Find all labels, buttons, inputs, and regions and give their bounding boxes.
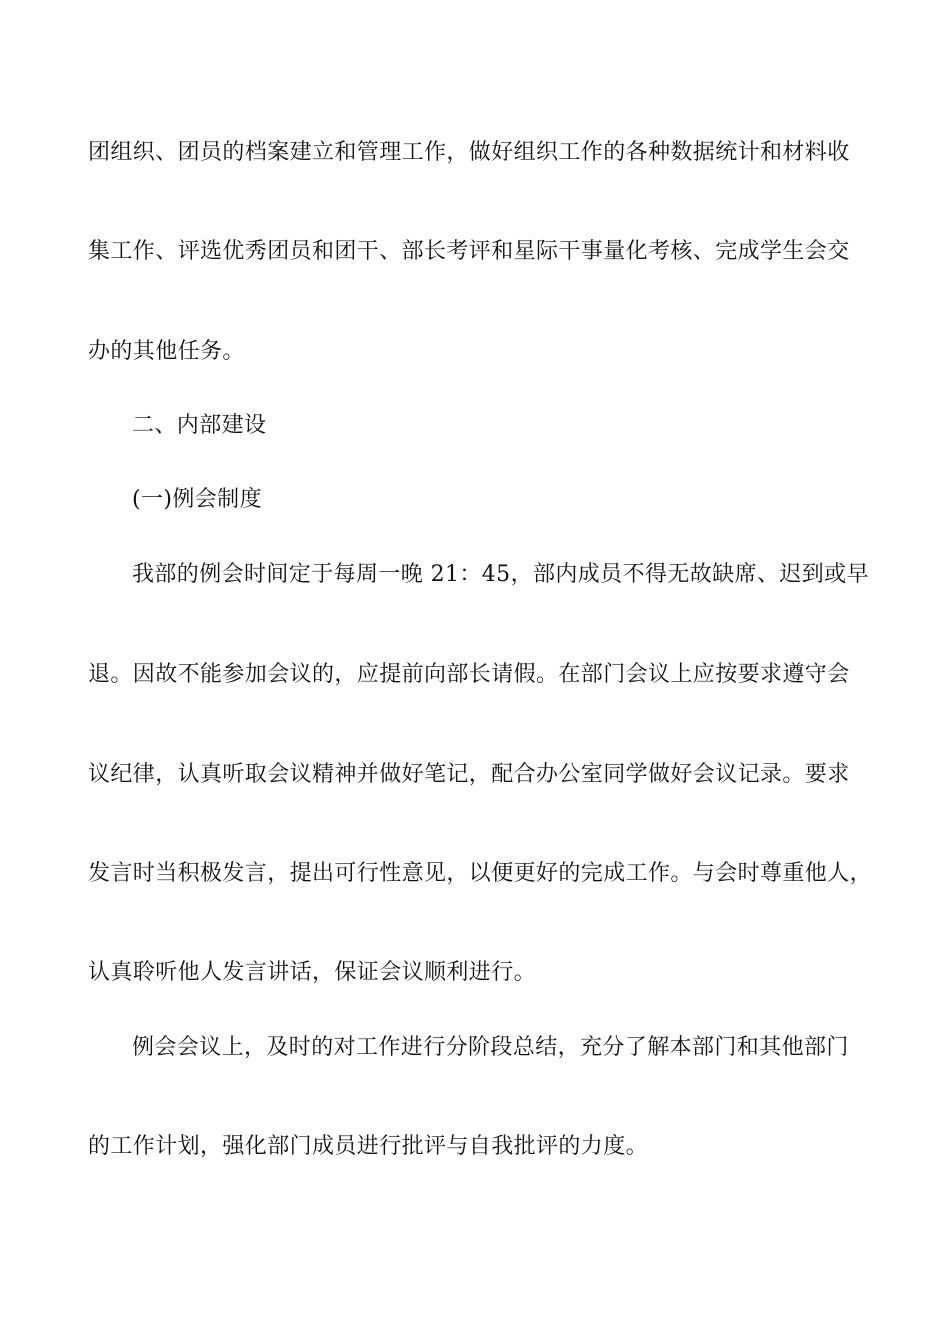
text-line: 发言时当积极发言，提出可行性意见，以便更好的完成工作。与会时尊重他人，: [88, 861, 873, 886]
text-line: 团组织、团员的档案建立和管理工作，做好组织工作的各种数据统计和材料收: [88, 140, 850, 165]
text-line: 集工作、评选优秀团员和团干、部长考评和星际干事量化考核、完成学生会交: [88, 239, 850, 264]
text-line: 议纪律，认真听取会议精神并做好笔记，配合办公室同学做好会议记录。要求: [88, 762, 850, 787]
text-line: 认真聆听他人发言讲话，保证会议顺利进行。: [88, 960, 537, 985]
text-line: 我部的例会时间定于每周一晚 21：45，部内成员不得无故缺席、迟到或早: [132, 562, 869, 587]
section-heading: 二、内部建设: [132, 413, 267, 438]
text-line: 退。因故不能参加会议的，应提前向部长请假。在部门会议上应按要求遵守会: [88, 662, 850, 687]
text-line: 办的其他任务。: [88, 339, 245, 364]
text-line: 的工作计划，强化部门成员进行批评与自我批评的力度。: [88, 1134, 649, 1159]
text-line: 例会会议上，及时的对工作进行分阶段总结，充分了解本部门和其他部门: [132, 1035, 849, 1060]
subsection-heading: (一)例会制度: [132, 487, 262, 512]
